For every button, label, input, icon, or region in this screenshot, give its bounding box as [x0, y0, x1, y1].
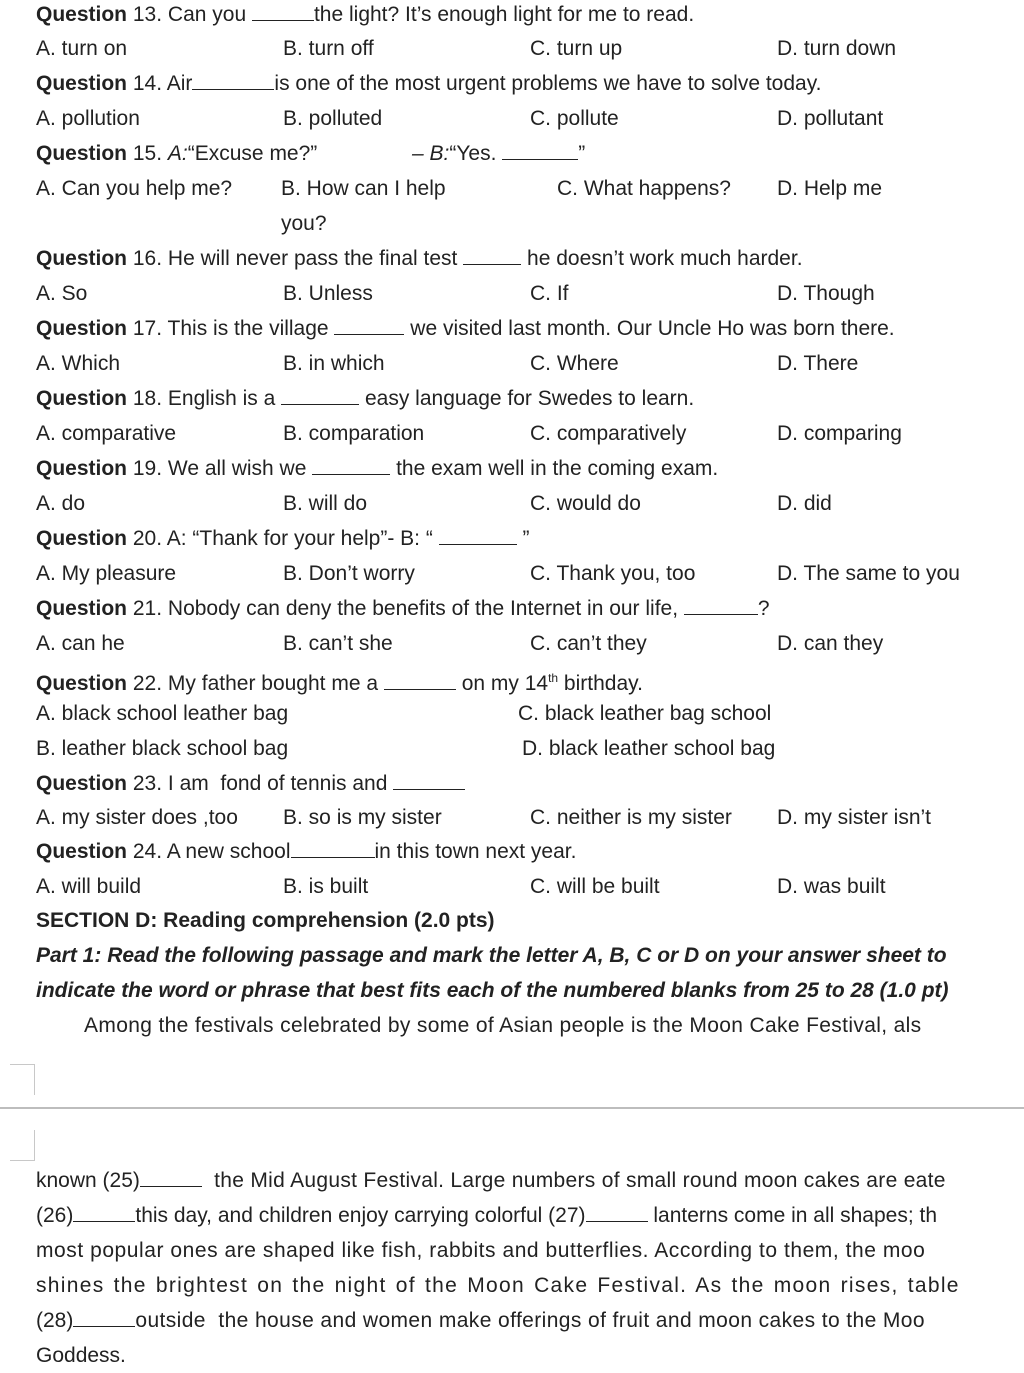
passage-line: (28) outside the house and women make offerings of fruit and moon cakes to the Moo — [36, 1309, 925, 1332]
option-b: B. is built — [283, 875, 369, 898]
answer-blank — [312, 456, 390, 475]
blank-28 — [73, 1308, 135, 1327]
question-13: Question 13. Can you the light? It’s enough light for me to read. — [36, 3, 695, 26]
option-d: D. black leather school bag — [522, 737, 776, 760]
option-d: D. turn down — [777, 37, 897, 60]
blank-25 — [140, 1168, 202, 1187]
options-21 — [0, 626, 1024, 661]
section-heading: SECTION D: Reading comprehension (2.0 pts) — [36, 909, 495, 932]
answer-blank — [192, 71, 274, 90]
blank-27 — [586, 1203, 648, 1222]
option-b: B. How can I help — [281, 177, 446, 200]
question-label: Question — [36, 672, 128, 695]
part-instruction-line1: Part 1: Read the following passage and mark the letter A, B, C or D on your answer sheet to — [36, 944, 947, 967]
question-17: Question 17. This is the village we visited last month. Our Uncle Ho was born there. — [36, 317, 895, 340]
option-a: A. black school leather bag — [36, 702, 289, 725]
question-21: Question 21. Nobody can deny the benefits of the Internet in our life, ? — [36, 597, 770, 620]
options-17 — [0, 346, 1024, 381]
option-b: B. so is my sister — [283, 806, 442, 829]
question-label: Question — [36, 142, 128, 165]
options-15 — [0, 171, 1024, 206]
question-label: Question — [36, 387, 128, 410]
option-b: B. can’t she — [283, 632, 393, 655]
option-d: D. pollutant — [777, 107, 884, 130]
option-c: C. neither is my sister — [530, 806, 732, 829]
option-a: A. pollution — [36, 107, 140, 130]
options-24 — [0, 869, 1024, 904]
option-c: C. can’t they — [530, 632, 647, 655]
answer-blank — [252, 2, 314, 21]
option-c: C. will be built — [530, 875, 660, 898]
option-a: A. do — [36, 492, 86, 515]
option-d: D. my sister isn’t — [777, 806, 932, 829]
page-break-divider — [0, 1107, 1024, 1109]
option-d: D. was built — [777, 875, 886, 898]
passage-line: Goddess. — [36, 1344, 126, 1367]
option-b: B. polluted — [283, 107, 383, 130]
question-label: Question — [36, 247, 128, 270]
question-label: Question — [36, 597, 128, 620]
options-20 — [0, 556, 1024, 591]
option-b: B. Don’t worry — [283, 562, 415, 585]
option-a: A. My pleasure — [36, 562, 177, 585]
options-13 — [0, 31, 1024, 66]
page-corner-mark — [10, 1064, 35, 1095]
question-24: Question 24. A new school in this town next year. — [36, 840, 577, 863]
option-b: B. will do — [283, 492, 368, 515]
option-a: A. turn on — [36, 37, 128, 60]
options-23 — [0, 800, 1024, 835]
answer-blank — [439, 526, 517, 545]
question-label: Question — [36, 72, 128, 95]
options-14 — [0, 101, 1024, 136]
option-a: A. comparative — [36, 422, 177, 445]
answer-blank — [684, 596, 758, 615]
part-instruction-line2: indicate the word or phrase that best fits each of the numbered blanks from 25 to 28 (1.0 pt) — [36, 979, 949, 1002]
option-b: B. in which — [283, 352, 385, 375]
option-a: A. my sister does ,too — [36, 806, 238, 829]
option-a: A. can he — [36, 632, 125, 655]
option-d: D. comparing — [777, 422, 902, 445]
option-b: B. turn off — [283, 37, 374, 60]
passage-line: most popular ones are shaped like fish, rabbits and butterflies. According to them, the moo — [36, 1239, 926, 1262]
option-c: C. Thank you, too — [530, 562, 696, 585]
option-c: C. turn up — [530, 37, 623, 60]
option-b-continued: you? — [281, 212, 327, 235]
options-15-continued — [0, 206, 1024, 241]
option-d: D. did — [777, 492, 832, 515]
options-22-row2 — [0, 731, 1024, 766]
question-label: Question — [36, 457, 128, 480]
option-a: A. will build — [36, 875, 142, 898]
option-a: A. Which — [36, 352, 121, 375]
question-label: Question — [36, 772, 128, 795]
option-b: B. Unless — [283, 282, 373, 305]
blank-26 — [73, 1203, 135, 1222]
option-a: A. Can you help me? — [36, 177, 233, 200]
option-c: C. Where — [530, 352, 619, 375]
options-16 — [0, 276, 1024, 311]
option-a: A. So — [36, 282, 88, 305]
answer-blank — [281, 386, 359, 405]
option-c: C. If — [530, 282, 569, 305]
question-label: Question — [36, 527, 128, 550]
options-22-row1 — [0, 696, 1024, 731]
question-20: Question 20. A: “Thank for your help”- B: “ ” — [36, 527, 530, 550]
passage-line: known (25) the Mid August Festival. Large numbers of small round moon cakes are eate — [36, 1169, 946, 1192]
question-15: Question 15. A:“Excuse me?” – B:“Yes. ” — [36, 142, 586, 165]
passage-line: (26) this day, and children enjoy carrying colorful (27) lanterns come in all shapes; th — [36, 1204, 938, 1227]
option-c: C. would do — [530, 492, 641, 515]
option-d: D. can they — [777, 632, 884, 655]
answer-blank — [393, 771, 465, 790]
question-18: Question 18. English is a easy language for Swedes to learn. — [36, 387, 695, 410]
passage-line: shines the brightest on the night of the Moon Cake Festival. As the moon rises, table — [36, 1274, 960, 1297]
option-d: D. The same to you — [777, 562, 960, 585]
option-c: C. pollute — [530, 107, 619, 130]
option-b: B. leather black school bag — [36, 737, 289, 760]
answer-blank — [463, 246, 521, 265]
answer-blank — [291, 839, 375, 858]
question-22: Question 22. My father bought me a on my 14th birthday. — [36, 671, 643, 695]
options-19 — [0, 486, 1024, 521]
question-label: Question — [36, 3, 128, 26]
answer-blank — [502, 141, 578, 160]
answer-blank — [334, 316, 404, 335]
options-18 — [0, 416, 1024, 451]
option-c: C. black leather bag school — [518, 702, 772, 725]
option-c: C. What happens? — [557, 177, 731, 200]
question-label: Question — [36, 317, 128, 340]
question-label: Question — [36, 840, 128, 863]
question-16: Question 16. He will never pass the final test he doesn’t work much harder. — [36, 247, 803, 270]
question-19: Question 19. We all wish we the exam well in the coming exam. — [36, 457, 719, 480]
option-d: D. Help me — [777, 177, 883, 200]
option-c: C. comparatively — [530, 422, 687, 445]
page-corner-mark — [10, 1130, 35, 1161]
option-d: D. There — [777, 352, 859, 375]
answer-blank — [384, 671, 456, 690]
option-b: B. comparation — [283, 422, 425, 445]
option-d: D. Though — [777, 282, 875, 305]
question-14: Question 14. Air is one of the most urgent problems we have to solve today. — [36, 72, 822, 95]
passage-first-line: Among the festivals celebrated by some of Asian people is the Moon Cake Festival, als — [84, 1014, 922, 1037]
question-23: Question 23. I am fond of tennis and — [0, 766, 1024, 801]
